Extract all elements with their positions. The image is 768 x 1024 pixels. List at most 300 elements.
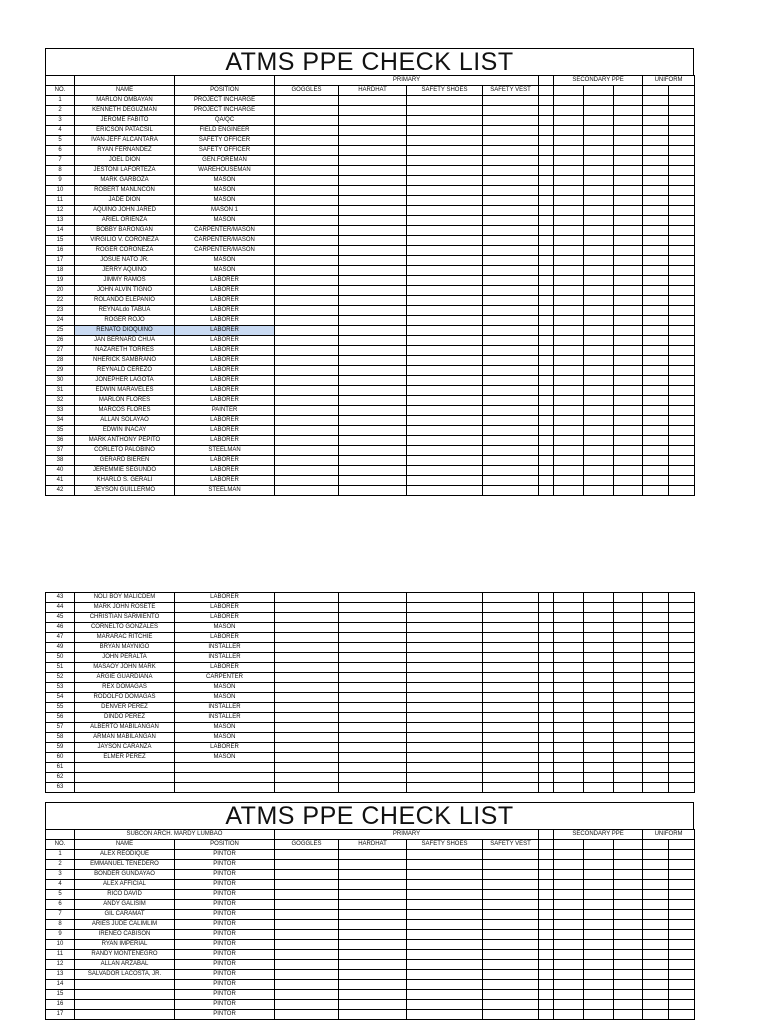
check-cell bbox=[339, 633, 407, 643]
check-cell bbox=[339, 870, 407, 880]
check-cell bbox=[614, 296, 643, 306]
check-cell bbox=[339, 713, 407, 723]
header-blank bbox=[46, 830, 75, 840]
group-header-row bbox=[46, 830, 695, 840]
check-cell bbox=[539, 376, 554, 386]
check-cell bbox=[669, 426, 695, 436]
check-cell bbox=[339, 900, 407, 910]
table-row bbox=[46, 920, 695, 930]
row-no: 37 bbox=[46, 446, 75, 456]
check-cell bbox=[584, 406, 614, 416]
check-cell bbox=[539, 166, 554, 176]
check-cell bbox=[275, 753, 339, 763]
row-name: REYNALdo TABUA bbox=[75, 306, 175, 316]
row-position: PINTOR bbox=[175, 870, 275, 880]
header-position: POSITION bbox=[175, 86, 275, 96]
table-row bbox=[46, 763, 695, 773]
check-cell bbox=[554, 960, 584, 970]
check-cell bbox=[275, 326, 339, 336]
row-position: LABORER bbox=[175, 613, 275, 623]
check-cell bbox=[614, 910, 643, 920]
table-row bbox=[46, 196, 695, 206]
check-cell bbox=[669, 96, 695, 106]
check-cell bbox=[669, 753, 695, 763]
check-cell bbox=[275, 386, 339, 396]
check-cell bbox=[643, 126, 669, 136]
check-cell bbox=[483, 663, 539, 673]
row-no: 3 bbox=[46, 116, 75, 126]
check-cell bbox=[407, 396, 483, 406]
check-cell bbox=[643, 593, 669, 603]
row-name: CORLETO PALOBINO bbox=[75, 446, 175, 456]
check-cell bbox=[407, 136, 483, 146]
check-cell bbox=[339, 176, 407, 186]
check-cell bbox=[614, 890, 643, 900]
check-cell bbox=[483, 713, 539, 723]
check-cell bbox=[643, 326, 669, 336]
row-position: LABORER bbox=[175, 346, 275, 356]
check-cell bbox=[407, 900, 483, 910]
check-cell bbox=[669, 773, 695, 783]
check-cell bbox=[539, 146, 554, 156]
check-cell bbox=[669, 156, 695, 166]
check-cell bbox=[483, 366, 539, 376]
check-cell bbox=[539, 386, 554, 396]
check-cell bbox=[584, 783, 614, 793]
row-no: 44 bbox=[46, 603, 75, 613]
check-cell bbox=[339, 366, 407, 376]
check-cell bbox=[669, 196, 695, 206]
check-cell bbox=[614, 236, 643, 246]
check-cell bbox=[614, 286, 643, 296]
check-cell bbox=[643, 643, 669, 653]
check-cell bbox=[554, 336, 584, 346]
check-cell bbox=[483, 783, 539, 793]
table-row bbox=[46, 940, 695, 950]
check-cell bbox=[539, 980, 554, 990]
table-row bbox=[46, 306, 695, 316]
row-no: 11 bbox=[46, 196, 75, 206]
check-cell bbox=[275, 920, 339, 930]
check-cell bbox=[339, 396, 407, 406]
row-position: LABORER bbox=[175, 386, 275, 396]
check-cell bbox=[407, 146, 483, 156]
row-position: LABORER bbox=[175, 306, 275, 316]
check-cell bbox=[407, 316, 483, 326]
check-cell bbox=[584, 663, 614, 673]
check-cell bbox=[614, 860, 643, 870]
table-row bbox=[46, 406, 695, 416]
row-name: MASAOY JOHN MARK bbox=[75, 663, 175, 673]
header-blank bbox=[554, 840, 584, 850]
table-row bbox=[46, 653, 695, 663]
table-row bbox=[46, 326, 695, 336]
header-safety-shoes: SAFETY SHOES bbox=[407, 86, 483, 96]
check-cell bbox=[669, 1010, 695, 1020]
check-cell bbox=[275, 316, 339, 326]
check-cell bbox=[407, 356, 483, 366]
table-row bbox=[46, 743, 695, 753]
check-cell bbox=[584, 146, 614, 156]
check-cell bbox=[643, 336, 669, 346]
check-cell bbox=[554, 1010, 584, 1020]
check-cell bbox=[643, 633, 669, 643]
check-cell bbox=[584, 860, 614, 870]
check-cell bbox=[539, 96, 554, 106]
table-row bbox=[46, 356, 695, 366]
check-cell bbox=[407, 106, 483, 116]
check-cell bbox=[669, 186, 695, 196]
check-cell bbox=[339, 1010, 407, 1020]
check-cell bbox=[483, 356, 539, 366]
row-position: LABORER bbox=[175, 476, 275, 486]
check-cell bbox=[275, 406, 339, 416]
row-position: LABORER bbox=[175, 336, 275, 346]
check-cell bbox=[339, 683, 407, 693]
check-cell bbox=[614, 850, 643, 860]
row-name: MARK JOHN ROSETE bbox=[75, 603, 175, 613]
check-cell bbox=[483, 476, 539, 486]
check-cell bbox=[643, 613, 669, 623]
check-cell bbox=[275, 880, 339, 890]
table-row bbox=[46, 216, 695, 226]
check-cell bbox=[275, 446, 339, 456]
check-cell bbox=[643, 980, 669, 990]
check-cell bbox=[669, 266, 695, 276]
check-cell bbox=[669, 166, 695, 176]
check-cell bbox=[339, 346, 407, 356]
row-no: 23 bbox=[46, 306, 75, 316]
check-cell bbox=[669, 860, 695, 870]
row-position: CARPENTER/MASON bbox=[175, 236, 275, 246]
check-cell bbox=[539, 930, 554, 940]
check-cell bbox=[483, 286, 539, 296]
check-cell bbox=[539, 723, 554, 733]
row-no: 6 bbox=[46, 146, 75, 156]
check-cell bbox=[643, 96, 669, 106]
check-cell bbox=[275, 186, 339, 196]
row-name: GIL CARAMAT bbox=[75, 910, 175, 920]
check-cell bbox=[643, 106, 669, 116]
check-cell bbox=[554, 910, 584, 920]
row-position: WAREHOUSEMAN bbox=[175, 166, 275, 176]
check-cell bbox=[614, 226, 643, 236]
check-cell bbox=[539, 276, 554, 286]
check-cell bbox=[614, 156, 643, 166]
row-name: JOHN PERALTA bbox=[75, 653, 175, 663]
check-cell bbox=[584, 446, 614, 456]
check-cell bbox=[614, 396, 643, 406]
check-cell bbox=[614, 356, 643, 366]
check-cell bbox=[275, 476, 339, 486]
row-name: EDWIN INACAY bbox=[75, 426, 175, 436]
table-row bbox=[46, 733, 695, 743]
check-cell bbox=[643, 683, 669, 693]
row-name bbox=[75, 1010, 175, 1020]
table-row bbox=[46, 366, 695, 376]
check-cell bbox=[584, 486, 614, 496]
check-cell bbox=[339, 890, 407, 900]
row-position: CARPENTER/MASON bbox=[175, 246, 275, 256]
check-cell bbox=[539, 116, 554, 126]
check-cell bbox=[539, 960, 554, 970]
check-cell bbox=[339, 306, 407, 316]
check-cell bbox=[483, 603, 539, 613]
check-cell bbox=[339, 256, 407, 266]
check-cell bbox=[339, 386, 407, 396]
check-cell bbox=[275, 723, 339, 733]
row-name: ROBERT MANLNCON bbox=[75, 186, 175, 196]
check-cell bbox=[539, 136, 554, 146]
check-cell bbox=[669, 673, 695, 683]
row-position: MASON bbox=[175, 256, 275, 266]
check-cell bbox=[584, 206, 614, 216]
check-cell bbox=[539, 910, 554, 920]
check-cell bbox=[614, 266, 643, 276]
check-cell bbox=[584, 613, 614, 623]
check-cell bbox=[539, 436, 554, 446]
check-cell bbox=[669, 693, 695, 703]
check-cell bbox=[539, 693, 554, 703]
check-cell bbox=[643, 286, 669, 296]
header-blank bbox=[46, 76, 75, 86]
check-cell bbox=[584, 743, 614, 753]
check-cell bbox=[483, 623, 539, 633]
check-cell bbox=[483, 146, 539, 156]
check-cell bbox=[584, 156, 614, 166]
check-cell bbox=[407, 276, 483, 286]
row-name: EMMANUEL TENEDERO bbox=[75, 860, 175, 870]
row-position: PINTOR bbox=[175, 1000, 275, 1010]
check-cell bbox=[614, 146, 643, 156]
check-cell bbox=[539, 950, 554, 960]
check-cell bbox=[483, 96, 539, 106]
row-no: 29 bbox=[46, 366, 75, 376]
row-name bbox=[75, 980, 175, 990]
row-position: MASON bbox=[175, 693, 275, 703]
check-cell bbox=[483, 930, 539, 940]
check-cell bbox=[539, 753, 554, 763]
check-cell bbox=[483, 900, 539, 910]
table-row bbox=[46, 723, 695, 733]
check-cell bbox=[669, 356, 695, 366]
row-name: EDWIN MARAVELES bbox=[75, 386, 175, 396]
check-cell bbox=[554, 723, 584, 733]
check-cell bbox=[539, 176, 554, 186]
check-cell bbox=[339, 940, 407, 950]
check-cell bbox=[275, 980, 339, 990]
check-cell bbox=[483, 850, 539, 860]
check-cell bbox=[643, 346, 669, 356]
check-cell bbox=[539, 633, 554, 643]
check-cell bbox=[614, 446, 643, 456]
check-cell bbox=[643, 276, 669, 286]
check-cell bbox=[584, 116, 614, 126]
check-cell bbox=[669, 613, 695, 623]
check-cell bbox=[483, 306, 539, 316]
sheet1-body bbox=[46, 96, 695, 496]
check-cell bbox=[554, 476, 584, 486]
check-cell bbox=[584, 990, 614, 1000]
check-cell bbox=[554, 356, 584, 366]
check-cell bbox=[669, 623, 695, 633]
check-cell bbox=[614, 950, 643, 960]
check-cell bbox=[669, 436, 695, 446]
row-no: 15 bbox=[46, 990, 75, 1000]
check-cell bbox=[669, 783, 695, 793]
table-row bbox=[46, 276, 695, 286]
check-cell bbox=[407, 206, 483, 216]
check-cell bbox=[614, 416, 643, 426]
table-row bbox=[46, 900, 695, 910]
check-cell bbox=[643, 763, 669, 773]
check-cell bbox=[407, 593, 483, 603]
check-cell bbox=[275, 1000, 339, 1010]
check-cell bbox=[339, 603, 407, 613]
table-row bbox=[46, 683, 695, 693]
row-name: MARARAC RITCHIE bbox=[75, 633, 175, 643]
checklist-sheet-2 bbox=[45, 592, 694, 793]
check-cell bbox=[584, 216, 614, 226]
check-cell bbox=[483, 436, 539, 446]
table-row bbox=[46, 336, 695, 346]
check-cell bbox=[339, 703, 407, 713]
check-cell bbox=[554, 703, 584, 713]
check-cell bbox=[614, 326, 643, 336]
check-cell bbox=[669, 633, 695, 643]
check-cell bbox=[584, 436, 614, 446]
row-no: 42 bbox=[46, 486, 75, 496]
table-row bbox=[46, 286, 695, 296]
row-position: PINTOR bbox=[175, 860, 275, 870]
check-cell bbox=[407, 436, 483, 446]
check-cell bbox=[407, 633, 483, 643]
check-cell bbox=[643, 900, 669, 910]
row-no: 16 bbox=[46, 246, 75, 256]
row-name: ALLAN SOLAYAO bbox=[75, 416, 175, 426]
row-no: 5 bbox=[46, 890, 75, 900]
check-cell bbox=[407, 643, 483, 653]
check-cell bbox=[614, 613, 643, 623]
row-no: 14 bbox=[46, 980, 75, 990]
table-row bbox=[46, 376, 695, 386]
check-cell bbox=[554, 146, 584, 156]
row-position: PINTOR bbox=[175, 940, 275, 950]
check-cell bbox=[669, 256, 695, 266]
check-cell bbox=[339, 356, 407, 366]
check-cell bbox=[407, 346, 483, 356]
check-cell bbox=[614, 653, 643, 663]
row-name: JIMMY RAMOS bbox=[75, 276, 175, 286]
row-name: JEYSON GUILLERMO bbox=[75, 486, 175, 496]
check-cell bbox=[483, 156, 539, 166]
check-cell bbox=[539, 406, 554, 416]
check-cell bbox=[539, 316, 554, 326]
header-blank bbox=[669, 86, 695, 96]
check-cell bbox=[483, 446, 539, 456]
check-cell bbox=[554, 306, 584, 316]
row-no: 2 bbox=[46, 860, 75, 870]
check-cell bbox=[483, 186, 539, 196]
header-blank bbox=[643, 840, 669, 850]
check-cell bbox=[483, 336, 539, 346]
check-cell bbox=[407, 663, 483, 673]
row-no: 41 bbox=[46, 476, 75, 486]
row-position: MASON bbox=[175, 683, 275, 693]
row-position: PINTOR bbox=[175, 890, 275, 900]
table-row bbox=[46, 346, 695, 356]
row-position: LABORER bbox=[175, 416, 275, 426]
check-cell bbox=[643, 386, 669, 396]
check-cell bbox=[275, 246, 339, 256]
check-cell bbox=[275, 126, 339, 136]
row-name: JOEL DION bbox=[75, 156, 175, 166]
check-cell bbox=[614, 366, 643, 376]
row-position: PINTOR bbox=[175, 880, 275, 890]
check-cell bbox=[539, 613, 554, 623]
row-position: PINTOR bbox=[175, 980, 275, 990]
check-cell bbox=[669, 960, 695, 970]
check-cell bbox=[483, 126, 539, 136]
table-row bbox=[46, 166, 695, 176]
table-row bbox=[46, 693, 695, 703]
check-cell bbox=[669, 446, 695, 456]
check-cell bbox=[554, 136, 584, 146]
check-cell bbox=[643, 693, 669, 703]
row-name: RYAN IMPERIAL bbox=[75, 940, 175, 950]
header-goggles: GOGGLES bbox=[275, 86, 339, 96]
check-cell bbox=[275, 166, 339, 176]
check-cell bbox=[643, 783, 669, 793]
row-name: ROGER CORONEZA bbox=[75, 246, 175, 256]
check-cell bbox=[483, 723, 539, 733]
check-cell bbox=[539, 653, 554, 663]
row-position: LABORER bbox=[175, 663, 275, 673]
check-cell bbox=[483, 950, 539, 960]
check-cell bbox=[643, 426, 669, 436]
check-cell bbox=[407, 186, 483, 196]
check-cell bbox=[614, 246, 643, 256]
check-cell bbox=[407, 246, 483, 256]
check-cell bbox=[643, 296, 669, 306]
check-cell bbox=[669, 306, 695, 316]
check-cell bbox=[483, 593, 539, 603]
table-row bbox=[46, 663, 695, 673]
row-name: MARLON OMBAYAN bbox=[75, 96, 175, 106]
check-cell bbox=[483, 880, 539, 890]
table-row bbox=[46, 703, 695, 713]
check-cell bbox=[483, 960, 539, 970]
check-cell bbox=[669, 316, 695, 326]
check-cell bbox=[554, 216, 584, 226]
check-cell bbox=[339, 296, 407, 306]
row-position: MASON bbox=[175, 186, 275, 196]
check-cell bbox=[554, 890, 584, 900]
check-cell bbox=[339, 196, 407, 206]
table-row bbox=[46, 613, 695, 623]
row-name bbox=[75, 990, 175, 1000]
subcon-label: SUBCON ARCH. MARDY LUMBAO bbox=[75, 830, 275, 840]
header-no: NO. bbox=[46, 86, 75, 96]
check-cell bbox=[554, 733, 584, 743]
check-cell bbox=[614, 763, 643, 773]
check-cell bbox=[584, 186, 614, 196]
row-name: NAZARETH TORRES bbox=[75, 346, 175, 356]
check-cell bbox=[554, 236, 584, 246]
row-name: ELMER PEREZ bbox=[75, 753, 175, 763]
table-row bbox=[46, 773, 695, 783]
header-safety-shoes: SAFETY SHOES bbox=[407, 840, 483, 850]
